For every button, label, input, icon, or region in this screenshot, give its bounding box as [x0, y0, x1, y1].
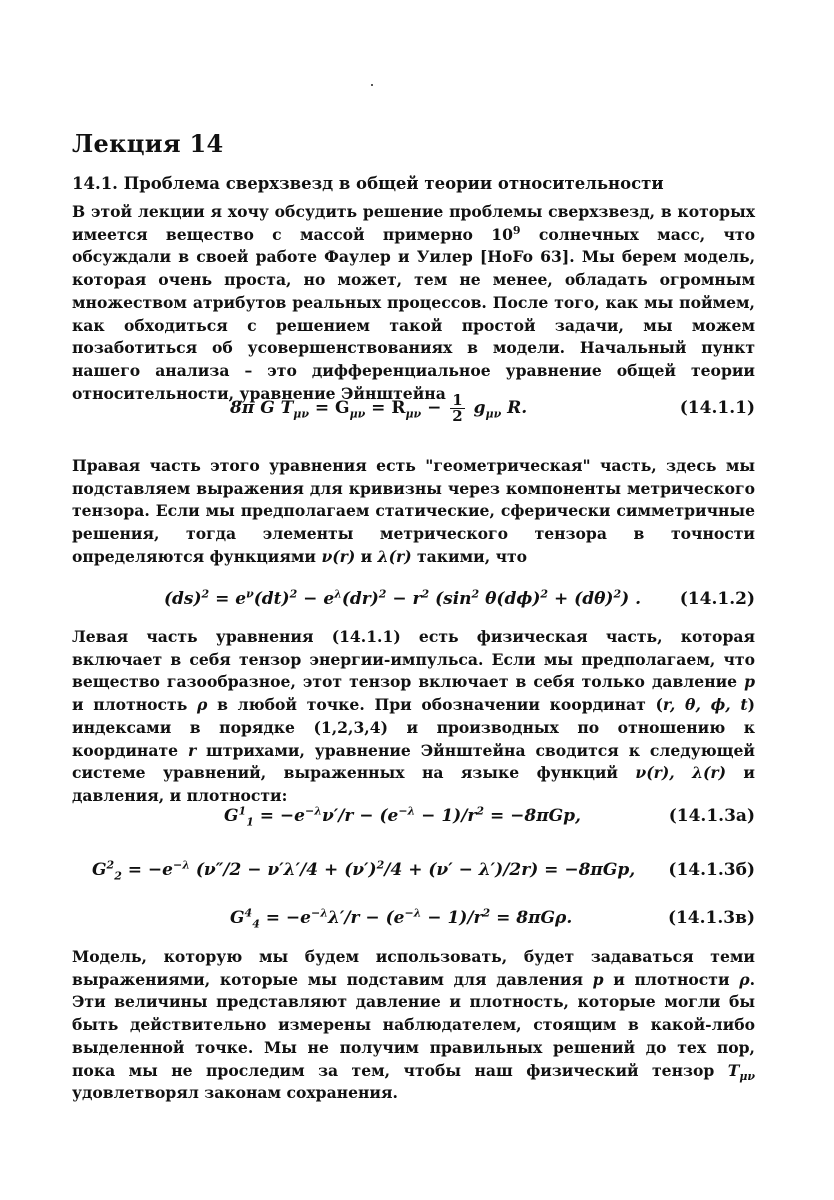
equation-label: (14.1.1) [679, 398, 755, 418]
paragraph-intro: В этой лекции я хочу обсудить решение проблемы сверхзвезд, в которых имеется вещество с массой примерно $10^9$ солнечных масс, что обсуждали в своей работе Фаулер и Уилер [HoFo 63]. Мы берем модель, которая очень проста, но может, тем не менее, обладать огромным множеством атрибутов реальных процессов. После того, как мы поймем, как обходиться с решением такой простой задачи, мы можем позаботиться об усовершенствованиях в модели. Начальный пункт нашего анализа – это дифференциальное уравнение общей теории относительности, уравнение Эйнштейна [72, 202, 755, 403]
equation-label: (14.1.2) [679, 589, 755, 609]
paragraph-geometry: Правая часть этого уравнения есть "геометрическая" часть, здесь мы подставляем выражения для кривизны через компоненты метрического тензора. Если мы предполагаем статические, сферически симметричные решения, тогда элементы метрического тензора в точности определяются функциями ν(r) и λ(r) такими, что [72, 456, 755, 566]
equation-14-1-1: 8π G $T_{\mu\nu} = G_{\mu\nu} = R_{\mu\nu}$ − $\frac{1}{2}$ $g_{\mu\nu}$ R. (14.1.1) [230, 391, 755, 425]
equation-14-1-3b: $G^2_2 = -e^{-\lambda}$ $(\nu''/2 - \nu'\lambda'/4 + (\nu')^2/4 + (\nu' - \lambda')/2r) = -8\pi Gp$, (14.1.3б) [72, 855, 755, 895]
chapter-title: Лекция 14 [72, 129, 224, 158]
equation-label: (14.1.3а) [668, 806, 755, 826]
equation-label: (14.1.3б) [668, 860, 755, 880]
equation-14-1-3c: $G^4_4 = -e^{-\lambda}\lambda'/r - (e^{-\lambda} - 1)/r^2 = 8\pi G\rho$. (14.1.3в) [72, 903, 755, 943]
equation-14-1-2: $(ds)^2 = e^\nu(dt)^2 - e^\lambda(dr)^2 - r^2$ ($\sin^2$ $\theta(d\phi)^2 + (d\theta)^2$) . (14.1.2) [72, 584, 755, 624]
paragraph-model: Модель, которую мы будем использовать, будет задаваться теми выражениями, которые мы подставим для давления p и плотности ρ. Эти величины представляют давление и плотность, которые могли бы быть действительно измерены наблюдателем, стоящим в какой-либо выделенной точке. Мы не получим правильных решений до тех пор, пока мы не проследим за тем, чтобы наш физический тензор $T_{\mu\nu}$ удовлетворял законам сохранения. [72, 947, 755, 1103]
scan-speck [371, 84, 373, 86]
equation-label: (14.1.3в) [667, 908, 755, 928]
section-title: 14.1. Проблема сверхзвезд в общей теории относительности [72, 174, 664, 193]
equation-14-1-3a: $G^1_1 = -e^{-\lambda}\nu'/r - (e^{-\lambda} - 1)/r^2 = -8\pi Gp$, (14.1.3а) [72, 801, 755, 841]
paragraph-physics: Левая часть уравнения (14.1.1) есть физическая часть, которая включает в себя тензор энергии-импульса. Если мы предполагаем, что вещество газообразное, этот тензор включает в себя только давление p и плотность ρ в любой точке. При обозначении координат (r, θ, ϕ, t) индексами в порядке (1,2,3,4) и производных по отношению к координате r штрихами, уравнение Эйнштейна сводится к следующей системе уравнений, выраженных на языке функций ν(r), λ(r) и давления, и плотности: [72, 627, 756, 805]
